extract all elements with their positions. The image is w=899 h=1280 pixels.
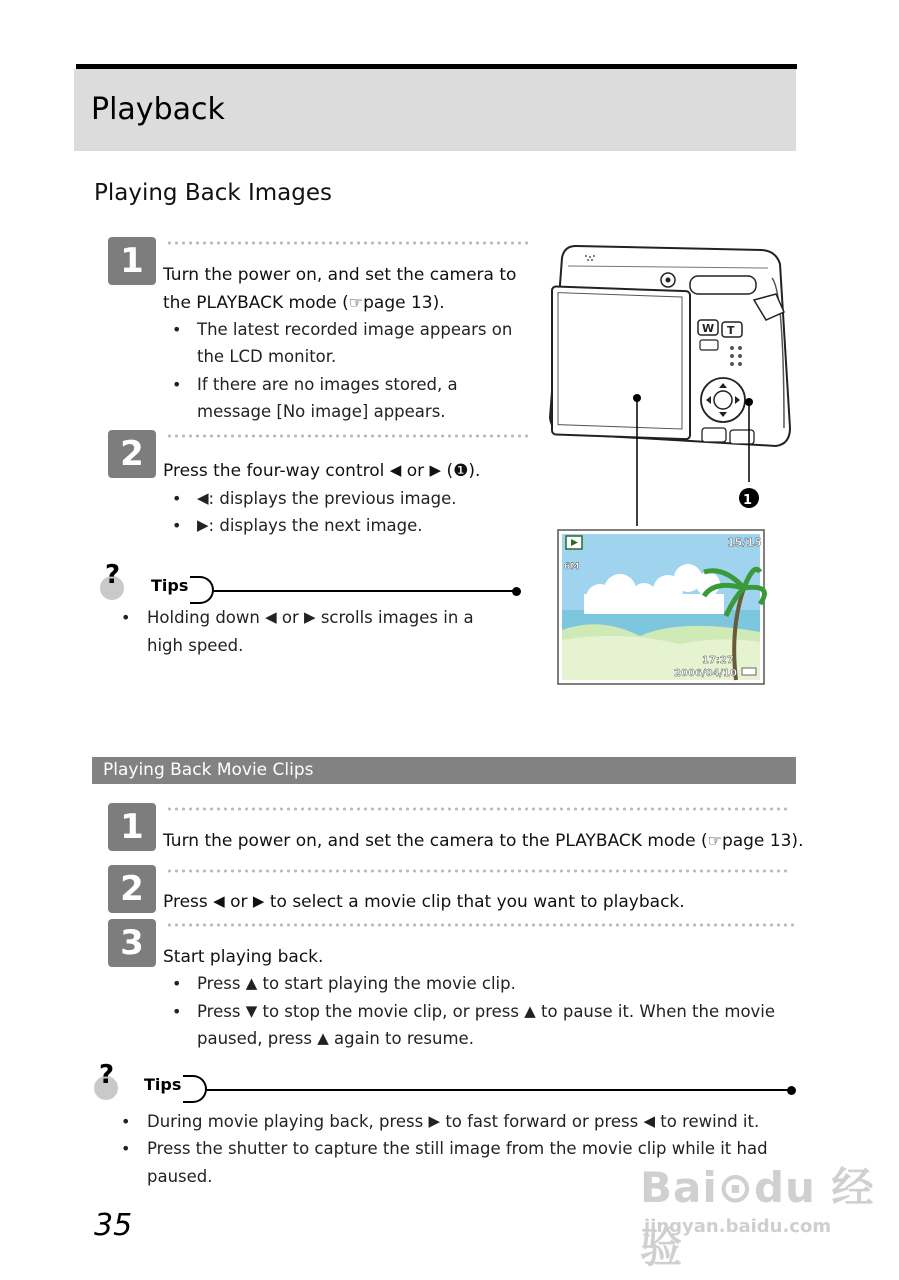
left-arrow-icon: ◀ <box>643 1112 656 1130</box>
movie-bullet-1-a: Press <box>197 974 241 993</box>
step-1-text-line1: Turn the power on, and set the camera to <box>163 265 517 285</box>
down-arrow-icon: ▼ <box>245 1002 258 1020</box>
section-title: Playing Back Images <box>94 180 333 206</box>
page-title: Playback <box>91 92 225 127</box>
left-arrow-icon: ◀ <box>389 461 402 479</box>
movie-bullet-2-b: to stop the movie clip, or press <box>262 1002 519 1021</box>
left-arrow-icon: ◀ <box>213 892 225 910</box>
question-mark-icon: ? <box>105 560 121 590</box>
camera-body <box>550 246 790 446</box>
watermark-logo: Bai⊙du 经验 <box>640 1163 875 1272</box>
step-badge-1: 1 <box>108 237 156 285</box>
tips1-line1 <box>147 608 474 627</box>
tips1-text-b: scrolls images in a <box>320 608 474 627</box>
zoom-wide-label: W <box>702 322 715 335</box>
bullet-dot: • <box>121 1139 131 1158</box>
step-2-bullet-2 <box>197 516 423 535</box>
watermark-url: jingyan.baidu.com <box>644 1216 832 1237</box>
movie-step-3-text: Start playing back. <box>163 947 324 967</box>
page-number: 35 <box>94 1208 133 1243</box>
step-1-mode-prefix: the PLAYBACK mode ( <box>163 293 349 313</box>
up-arrow-icon: ▲ <box>524 1002 536 1020</box>
tips2-bullet-1 <box>147 1112 759 1131</box>
lcd-time: 17:27 <box>702 655 734 666</box>
step-2-or: or <box>406 461 425 481</box>
lcd-date: 2006/04/10 <box>674 668 737 679</box>
lcd-preview <box>558 530 764 684</box>
movie-step-2-text-b: to select a movie clip that you want to playback. <box>269 892 685 912</box>
bullet-dot: • <box>172 375 182 394</box>
tips-label: Tips <box>144 1075 182 1094</box>
bullet-dot: • <box>172 516 182 535</box>
lcd-counter: 15/15 <box>727 536 762 549</box>
movie-bullet-2-line2-b: again to resume. <box>334 1029 474 1048</box>
step-divider-dots <box>166 807 788 811</box>
question-mark-icon: ? <box>99 1060 115 1090</box>
step-2-bullet-2-text: : displays the next image. <box>208 516 423 535</box>
up-arrow-icon: ▲ <box>245 974 258 992</box>
tips2-b1-a: During movie playing back, press <box>147 1112 424 1131</box>
right-arrow-icon: ▶ <box>252 892 265 910</box>
tips2-bullet-2-line1: Press the shutter to capture the still image from the movie clip while it had <box>147 1139 768 1158</box>
up-arrow-icon: ▲ <box>317 1029 329 1047</box>
tips2-b1-b: to fast forward or press <box>445 1112 639 1131</box>
movie-step-3-bullet-1 <box>197 974 516 993</box>
pointing-hand-icon: ☞ <box>348 293 364 312</box>
movie-step-2-or: or <box>230 892 248 912</box>
step-2-text-a: Press the four-way control <box>163 461 385 481</box>
step-badge-2: 2 <box>108 430 156 478</box>
step-1-bullet-2-line2: message [No image] appears. <box>197 402 446 421</box>
step-divider-dots <box>166 923 794 927</box>
tips1-line2: high speed. <box>147 636 244 655</box>
tips-label: Tips <box>151 576 189 595</box>
movie-step-1-text-a: Turn the power on, and set the camera to the PLAYBACK mode ( <box>163 831 708 851</box>
step-divider-dots <box>166 869 788 873</box>
tips-rule-end-dot <box>512 587 521 596</box>
tips2-b1-c: to rewind it. <box>660 1112 760 1131</box>
step-1-page-ref: page 13). <box>363 293 445 313</box>
movie-step-2-text <box>163 892 685 912</box>
movie-step-2-text-a: Press <box>163 892 208 912</box>
movie-step-3-bullet-2-line1 <box>197 1002 775 1021</box>
step-divider-dots <box>166 434 528 438</box>
movie-bullet-2-c: to pause it. When the movie <box>541 1002 776 1021</box>
bullet-dot: • <box>172 489 182 508</box>
camera-illustration <box>540 238 800 698</box>
step-1-bullet-1-line1: The latest recorded image appears on <box>197 320 513 339</box>
tips1-text-a: Holding down <box>147 608 260 627</box>
right-arrow-icon: ▶ <box>304 608 316 626</box>
step-2-text-line1 <box>163 461 480 481</box>
right-arrow-icon: ▶ <box>428 1112 441 1130</box>
right-arrow-icon: ▶ <box>429 461 442 479</box>
tips2-bullet-2-line2: paused. <box>147 1167 213 1186</box>
left-arrow-icon: ◀ <box>265 608 277 626</box>
step-divider-dots <box>166 241 528 245</box>
bullet-dot: • <box>121 1112 131 1131</box>
movie-bullet-2-line2-a: paused, press <box>197 1029 312 1048</box>
step-2-bullet-1 <box>197 489 457 508</box>
movie-section-title: Playing Back Movie Clips <box>103 760 314 780</box>
movie-bullet-2-a: Press <box>197 1002 241 1021</box>
tips1-or: or <box>281 608 299 627</box>
movie-bullet-1-b: to start playing the movie clip. <box>262 974 516 993</box>
movie-step-badge-3: 3 <box>108 919 156 967</box>
tips-rule-end-dot <box>787 1086 796 1095</box>
tips-bracket <box>190 576 214 604</box>
battery-icon <box>742 668 756 675</box>
movie-step-1-page-ref: page 13). <box>721 831 804 851</box>
movie-step-3-bullet-2-line2 <box>197 1029 474 1048</box>
bullet-dot: • <box>172 320 182 339</box>
movie-step-1-text <box>163 831 803 851</box>
step-1-bullet-2-line1: If there are no images stored, a <box>197 375 458 394</box>
bullet-dot: • <box>121 608 131 627</box>
step-2-callout-ref: (❶). <box>446 461 481 481</box>
step-1-bullet-1-line2: the LCD monitor. <box>197 347 337 366</box>
svg-text:1: 1 <box>743 493 753 508</box>
right-arrow-icon: ▶ <box>197 516 209 534</box>
movie-step-badge-1: 1 <box>108 803 156 851</box>
step-2-bullet-1-text: : displays the previous image. <box>208 489 457 508</box>
step-1-text-line2 <box>163 293 445 313</box>
tips-rule <box>205 1089 789 1091</box>
tips-bracket <box>183 1075 207 1103</box>
zoom-tele-label: T <box>727 324 735 337</box>
pointing-hand-icon: ☞ <box>707 831 722 850</box>
movie-step-badge-2: 2 <box>108 865 156 913</box>
left-arrow-icon: ◀ <box>197 489 209 507</box>
bullet-dot: • <box>172 974 182 993</box>
lcd-resolution: 6M <box>564 562 580 572</box>
tips-rule <box>212 590 514 592</box>
bullet-dot: • <box>172 1002 182 1021</box>
